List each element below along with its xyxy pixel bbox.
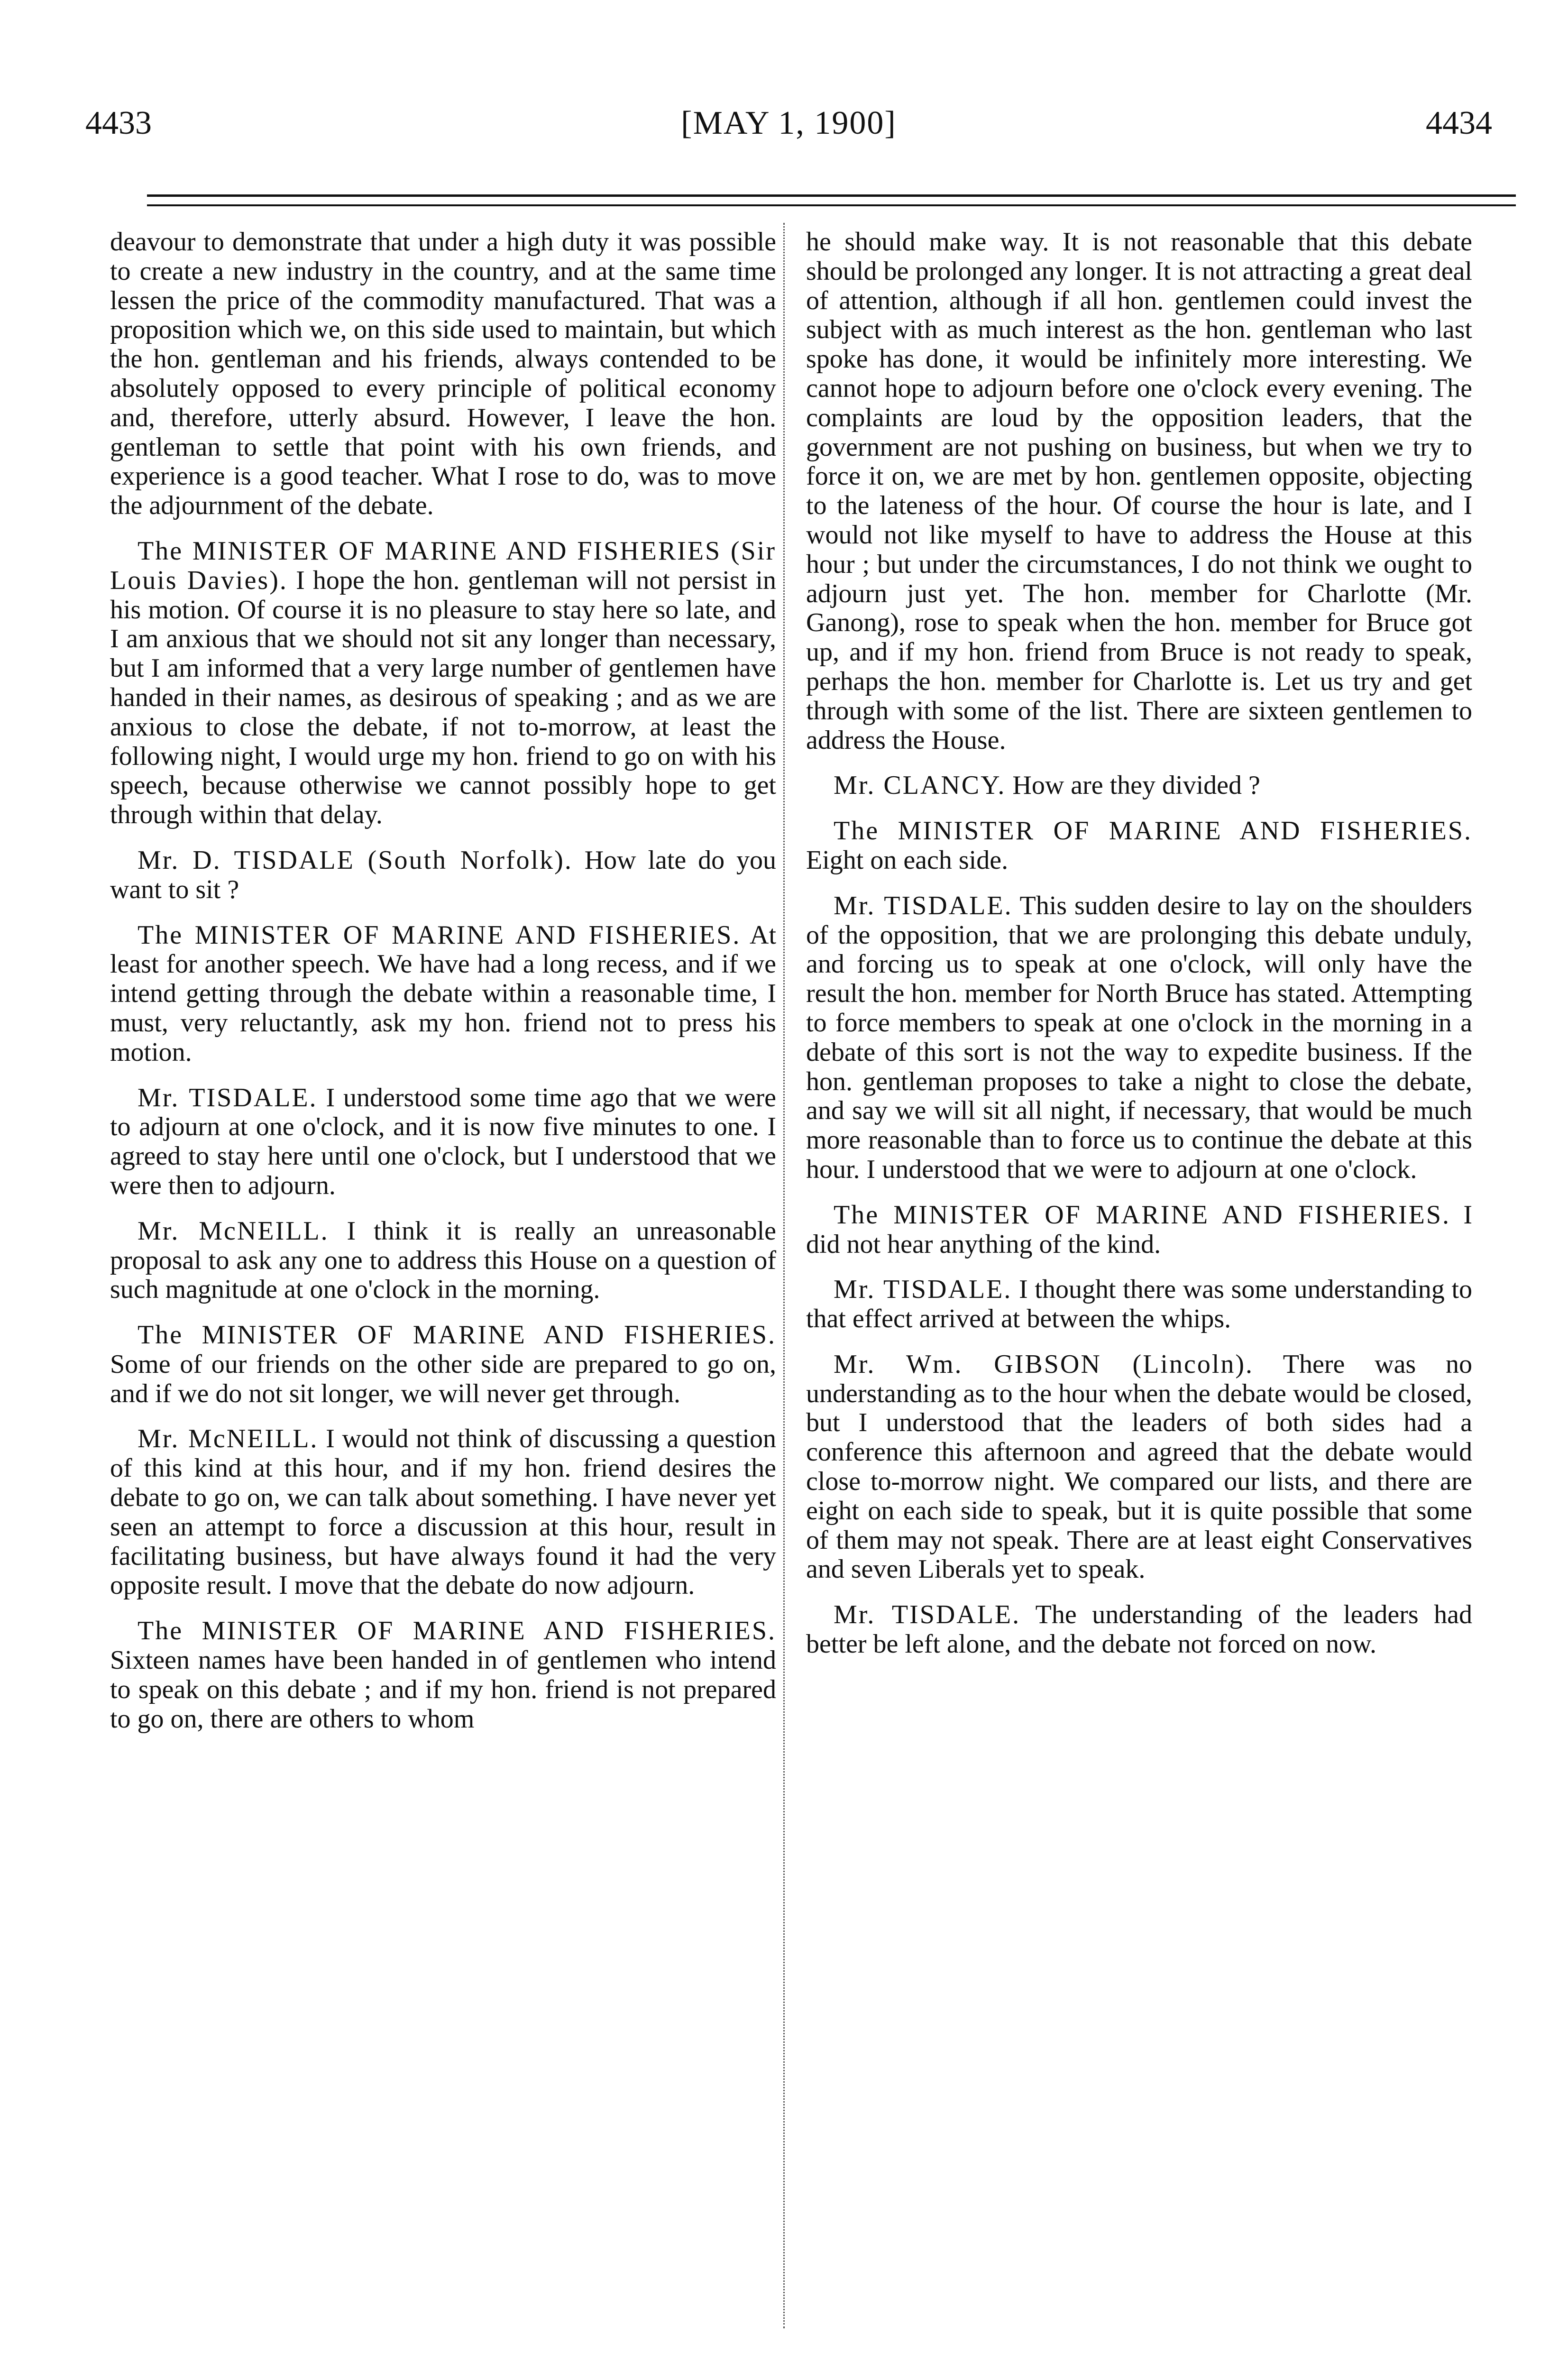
paragraph [806, 1201, 1472, 1259]
left-column [110, 228, 776, 1750]
speaker-name: Mr. Wm. GIBSON (Lincoln). [834, 1349, 1254, 1379]
paragraph [806, 891, 1472, 1185]
speaker-name: The MINISTER OF MARINE AND FISHERIES. [834, 1200, 1450, 1230]
right-column [806, 228, 1472, 1675]
paragraph [110, 1617, 776, 1734]
speaker-name: The MINISTER OF MARINE AND FISHERIES (Sir Louis Davies). [110, 536, 776, 595]
speech-text: At least for another speech. We have had a long recess, and if we intend getting through the debate within a reasonable time, I must, very reluctantly, ask my hon. friend not to press his motion. [110, 920, 776, 1067]
speaker-name: The MINISTER OF MARINE AND FISHERIES. [834, 816, 1472, 846]
speech-text: I thought there was some understanding to that effect arrived at between the whips. [806, 1275, 1473, 1334]
paragraph [806, 228, 1472, 755]
speech-text: I would not think of discussing a question of this kind at this hour, and if my hon. friend desires the debate to go on, we can talk about something. I have never yet seen an attempt to force a discussion at this hour, result in facilitating business, but have always found it had the very opposite result. I move that the debate do now adjourn. [110, 1424, 776, 1600]
speech-text: I hope the hon. gentleman will not persist in his motion. Of course it is no pleasure to stay here so late, and I am anxious that we should not sit any longer than necessary, but I am informed that a very large number of gentlemen have handed in their names, as desirous of speaking ; and as we are anxious to close the debate, if not to-morrow, at least the following night, I would urge my hon. friend to go on with his speech, because otherwise we cannot possibly hope to get through within that delay. [110, 565, 777, 830]
speaker-name: The MINISTER OF MARINE AND FISHERIES. [138, 920, 741, 950]
speaker-name: Mr. McNEILL. [138, 1424, 319, 1454]
speaker-name: Mr. McNEILL. [138, 1216, 329, 1246]
paragraph [806, 1275, 1472, 1334]
speech-text: There was no understanding as to the hour when the debate would be closed, but I understood that the leaders of both sides had a conference this afternoon and agreed that the debate would close to-morrow night. We compared our lists, and there are eight on each side to speak, but it is quite possible that some of them may not speak. There are at least eight Conservatives and seven Liberals yet to speak. [806, 1349, 1472, 1584]
speech-text: The understanding of the leaders had better be left alone, and the debate not forced on now. [806, 1600, 1472, 1659]
column-divider [783, 223, 785, 2328]
speaker-name: Mr. TISDALE. [834, 1600, 1021, 1630]
paragraph [110, 1217, 776, 1305]
speaker-name: Mr. TISDALE. [834, 1275, 1012, 1305]
speaker-name: Mr. CLANCY. [834, 771, 1006, 800]
speaker-name: Mr. D. TISDALE (South Norfolk). [138, 845, 573, 875]
paragraph [110, 1424, 776, 1600]
speech-text: Eight on each side. [806, 845, 1009, 875]
speaker-name: The MINISTER OF MARINE AND FISHERIES. [138, 1320, 776, 1350]
page-number-left: 4433 [85, 105, 152, 141]
speaker-name: The MINISTER OF MARINE AND FISHERIES. [138, 1616, 776, 1646]
speech-text: I understood some time ago that we were to adjourn at one o'clock, and it is now five minutes to one. I agreed to stay here until one o'clock, but I understood that we were then to adjourn. [110, 1083, 777, 1200]
speaker-name: Mr. TISDALE. [138, 1083, 318, 1112]
speech-text: Sixteen names have been handed in of gentlemen who intend to speak on this debate ; and if my hon. friend is not prepared to go on, there are others to whom [110, 1645, 776, 1734]
paragraph [806, 817, 1472, 875]
speech-text: Some of our friends on the other side are prepared to go on, and if we do not sit longer, we will never get through. [110, 1349, 776, 1408]
page-header [85, 100, 1492, 147]
speech-text: How are they divided ? [1012, 771, 1260, 800]
paragraph [110, 537, 776, 830]
paragraph [110, 1321, 776, 1408]
paragraph [110, 846, 776, 905]
header-rule [147, 194, 1516, 206]
paragraph [110, 228, 776, 521]
page-date: [MAY 1, 1900] [681, 105, 897, 141]
paragraph [806, 771, 1472, 800]
paragraph [110, 921, 776, 1067]
speech-text: he should make way. It is not reasonable that this debate should be prolonged any longer. It is not attracting a great deal of attention, although if all hon. gentlemen could invest the subject with as much interest as the hon. gentleman who last spoke has done, it would be infinitely more interesting. We cannot hope to adjourn before one o'clock every evening. The complaints are loud by the opposition leaders, that the government are not pushing on business, but when we try to force it on, we are met by hon. gentlemen opposite, objecting to the lateness of the hour. Of course the hour is late, and I would not like myself to have to address the House at this hour ; but under the circumstances, I do not think we ought to adjourn just yet. The hon. member for Charlotte (Mr. Ganong), rose to speak when the hon. member for Bruce got up, and if my hon. friend from Bruce is not ready to speak, perhaps the hon. member for Charlotte is. Let us try and get through with some of the list. There are sixteen gentlemen to address the House. [806, 227, 1472, 755]
speech-text: deavour to demonstrate that under a high duty it was possible to create a new industry in the country, and at the same time lessen the price of the commodity manufactured. That was a proposition which we, on this side used to maintain, but which the hon. gentleman and his friends, always contended to be absolutely opposed to every principle of political economy and, therefore, utterly absurd. However, I leave the hon. gentleman to settle that point with his own friends, and experience is a good teacher. What I rose to do, was to move the adjournment of the debate. [110, 227, 776, 521]
speech-text: I did not hear anything of the kind. [806, 1200, 1472, 1259]
speaker-name: Mr. TISDALE. [834, 891, 1013, 920]
paragraph [806, 1600, 1472, 1659]
page-number-right: 4434 [1426, 105, 1492, 141]
speech-text: I think it is really an unreasonable proposal to ask any one to address this House on a question of such magnitude at one o'clock in the morning. [110, 1216, 776, 1305]
paragraph [806, 1350, 1472, 1584]
paragraph [110, 1084, 776, 1201]
speech-text: How late do you want to sit ? [110, 845, 777, 904]
speech-text: This sudden desire to lay on the shoulders of the opposition, that we are prolonging this debate unduly, and forcing us to speak at one o'clock, will only have the result the hon. member for North Bruce has stated. Attempting to force members to speak at one o'clock in the morning in a debate of this sort is not the way to expedite business. If the hon. gentleman proposes to take a night to close the debate, and say we will sit all night, if necessary, that would be much more reasonable than to force us to continue the debate at this hour. I understood that we were to adjourn at one o'clock. [806, 891, 1473, 1184]
